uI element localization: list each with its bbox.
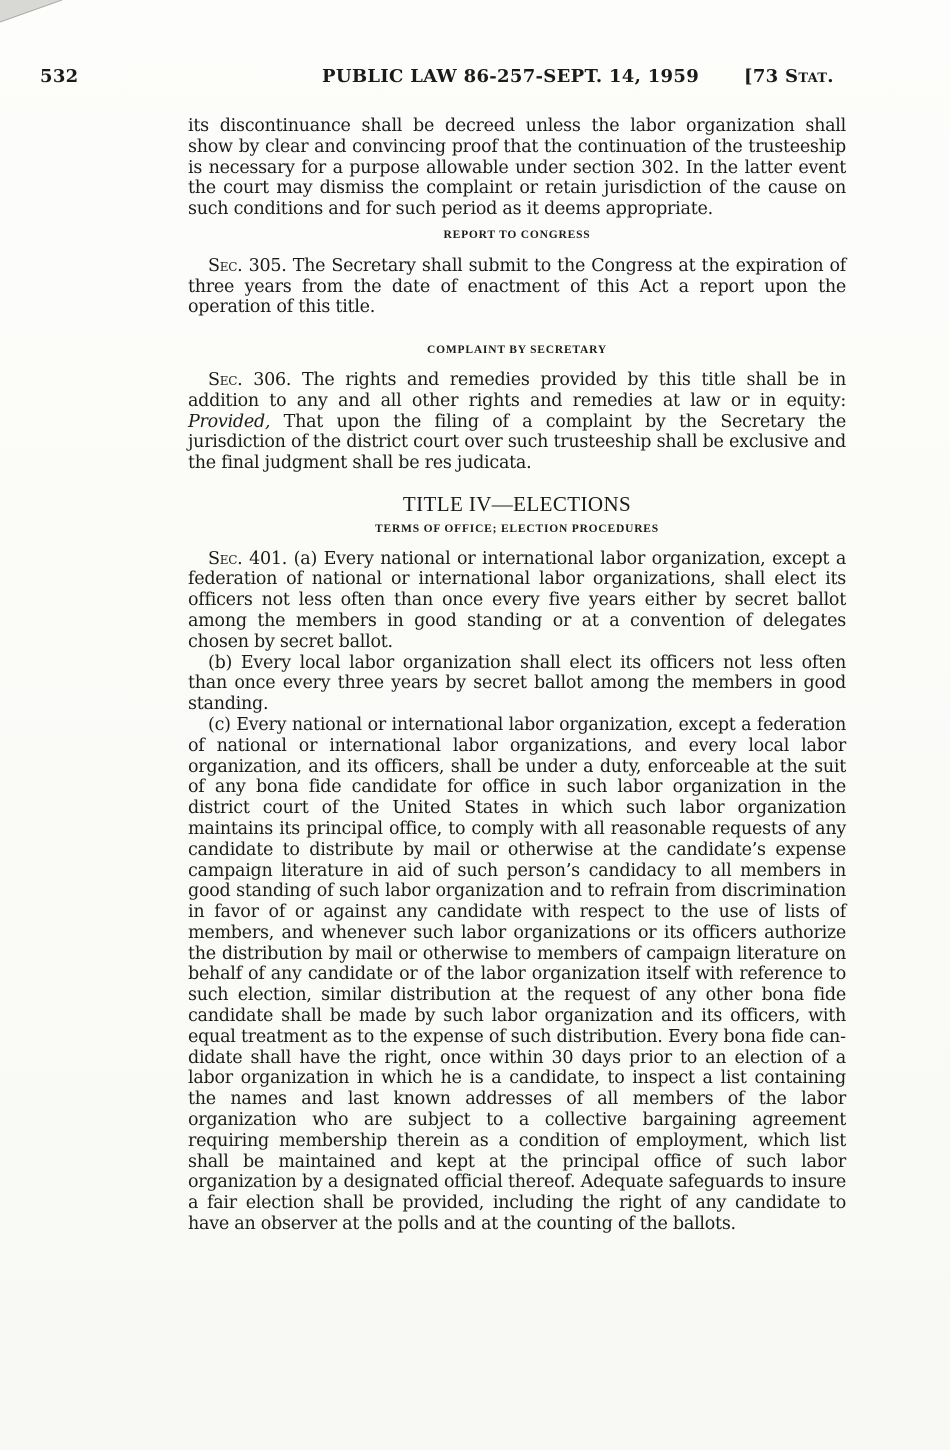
section-text: The Secretary shall submit to the Congress at the expiration of three years from the date of enactment of this Act a report upon the operation of this title. [188,255,846,318]
section-401-b: (b) Every local labor organization shall elect its officers not less often than once every three years by secret ballot among the members in good standing. [188,652,846,715]
section-text-continued: That upon the filing of a complaint by the Secretary the jurisdiction of the district court over such trusteeship shall be exclusive and the final judgment shall be res judicata. [188,411,846,474]
section-caption-complaint-by-secretary: COMPLAINT BY SECRETARY [427,344,607,357]
running-head: PUBLIC LAW 86-257-SEPT. 14, 1959 [322,66,700,87]
section-401-c: (c) Every national or international labor organization, except a federation of national or international labor organizations, and every local labor organization, and its officers, shall be under a duty, enforceable at the suit of any bona fide candidate for office in such labor organization in the district court of the United States in which such labor organization maintains its principal office, to comply with all reasonable requests of any candidate to distribute by mail or otherwise at the candidate’s expense campaign literature in aid of such person’s candidacy to all members in good standing of such labor organization and to refrain from discrimination in favor of or against any candidate with respect to the use of lists of members, and whenever such labor organizations or its officers authorize the distribution by mail or otherwise to members of campaign literature on behalf of any candidate or of the labor organization itself with reference to such election, similar distribution at the request of any other bona fide candidate shall be made by such labor organization and its officers, with equal treatment as to the expense of such distribution. Every bona fide candidate shall have the right, once within 30 days prior to an election of a labor organization in which he is a candidate, to inspect a list containing the names and last known addresses of all members of the labor organization who are subject to a collective bargaining agreement requiring membership therein as a condition of employment, which list shall be maintained and kept at the principal office of such labor organization by a designated official thereof. Adequate safeguards to insure a fair election shall be provided, including the right of any candidate to have an observer at the polls and at the counting of the ballots. [188,714,846,1235]
section-401-a [188,549,846,653]
continued-paragraph: its discontinuance shall be decreed unless the labor organization shall show by clear and convincing proof that the continuation of the trusteeship is necessary for a purpose allowable under section 302. In the latter event the court may dismiss the complaint or retain jurisdiction of the cause on such conditions and for such period as it deems appropriate. [188,116,846,220]
section-label: Sec. 305. [208,255,287,276]
section-text: The rights and remedies provided by this title shall be in addition to any and all other rights and remedies at law or in equity: [188,369,846,411]
document-body [188,116,846,1235]
page-header [0,62,950,92]
title-heading: TITLE IV—ELECTIONS [402,491,632,516]
section-306 [188,370,846,474]
section-label: Sec. 306. [208,369,292,390]
subsection-a-text: (a) Every national or international labor organization, except a federation of national or international labor organizations, shall elect its officers not less often than once every five years either by secret ballot among the members in good standing or at a convention of delegates chosen by secret ballot. [188,548,847,652]
proviso-term: Provided, [188,411,271,432]
section-label: Sec. 401. [208,548,288,569]
page-corner-fold [0,0,62,28]
page-number: 532 [40,66,79,87]
section-caption-report-to-congress: REPORT TO CONGRESS [443,228,591,241]
section-305 [188,256,846,318]
section-caption-terms-of-office: TERMS OF OFFICE; ELECTION PROCEDURES [375,522,659,535]
statute-volume-reference: [73 Stat. [744,66,834,87]
